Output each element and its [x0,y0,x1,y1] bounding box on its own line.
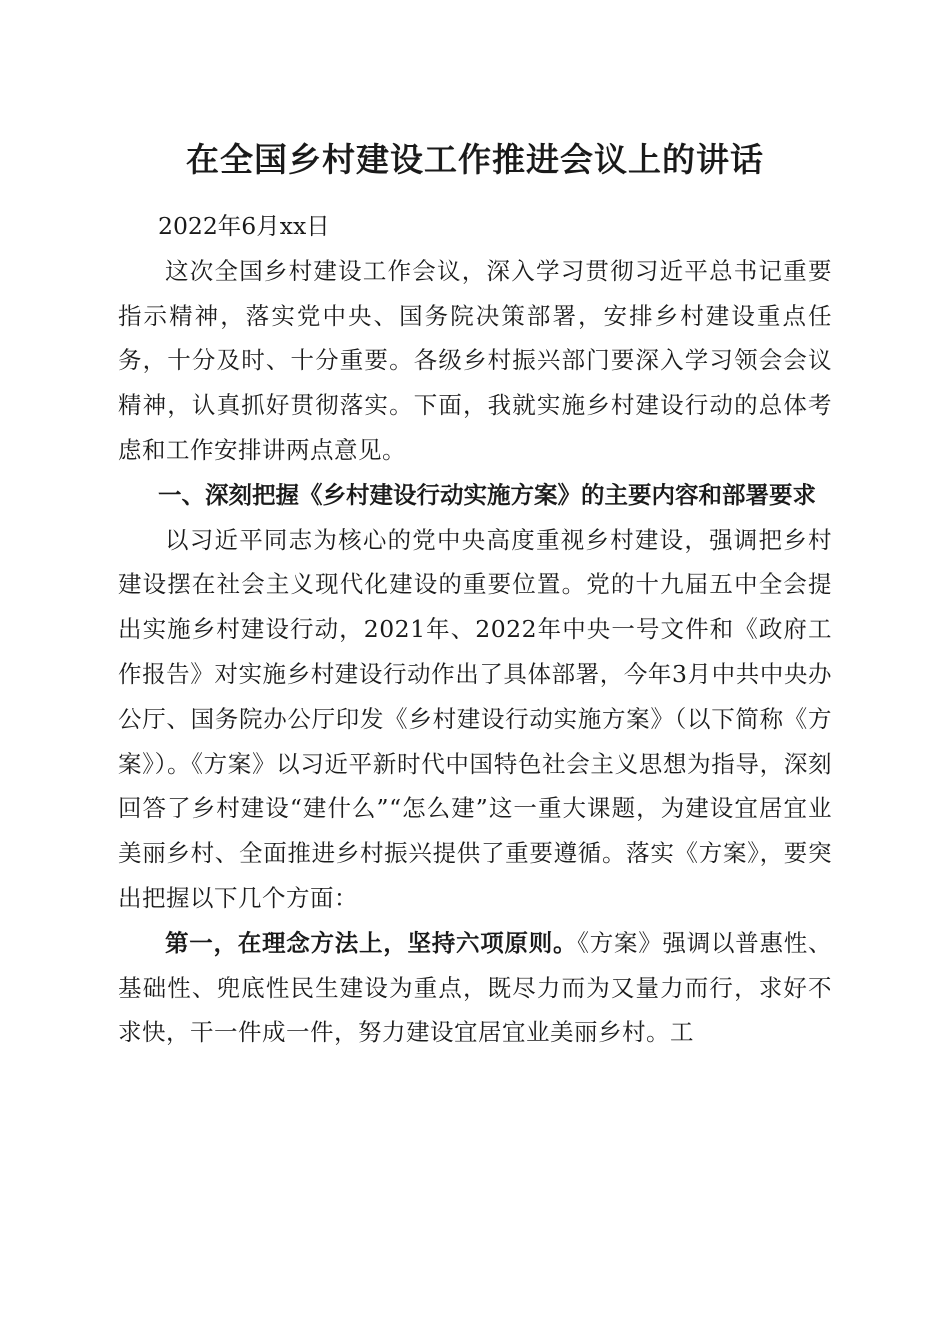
paragraph-principles-lead: 第一，在理念方法上，坚持六项原则。 [165,928,578,957]
document-title: 在全国乡村建设工作推进会议上的讲话 [186,140,764,179]
document-body [118,200,832,1055]
section-heading-1: 一、深刻把握《乡村建设行动实施方案》的主要内容和部署要求 [158,480,816,509]
paragraph-principles-text: 《方案》强调以普惠性、基础性、兜底性民生建设为重点，既尽力而为又量力而行，求好不求快，干一件成一件，努力建设宜居宜业美丽乡村。工 [118,928,832,1047]
speech-date: 2022年6月xx日 [158,212,330,240]
paragraph-background: 以习近平同志为核心的党中央高度重视乡村建设，强调把乡村建设摆在社会主义现代化建设的重要位置。党的十九届五中全会提出实施乡村建设行动，2021年、2022年中央一号文件和《政府工作报告》对实施乡村建设行动作出了具体部署，今年3月中共中央办公厅、国务院办公厅印发《乡村建设行动实施方案》（以下简称《方案》）。《方案》以习近平新时代中国特色社会主义思想为指导，深刻回答了乡村建设“建什么”“怎么建”这一重大课题，为建设宜居宜业美丽乡村、全面推进乡村振兴提供了重要遵循。落实《方案》，要突出把握以下几个方面： [118,525,832,912]
paragraph-intro: 这次全国乡村建设工作会议，深入学习贯彻习近平总书记重要指示精神，落实党中央、国务院决策部署，安排乡村建设重点任务，十分及时、十分重要。各级乡村振兴部门要深入学习领会会议精神，认真抓好贯彻落实。下面，我就实施乡村建设行动的总体考虑和工作安排讲两点意见。 [118,256,832,464]
paragraph-principles [118,921,832,1055]
